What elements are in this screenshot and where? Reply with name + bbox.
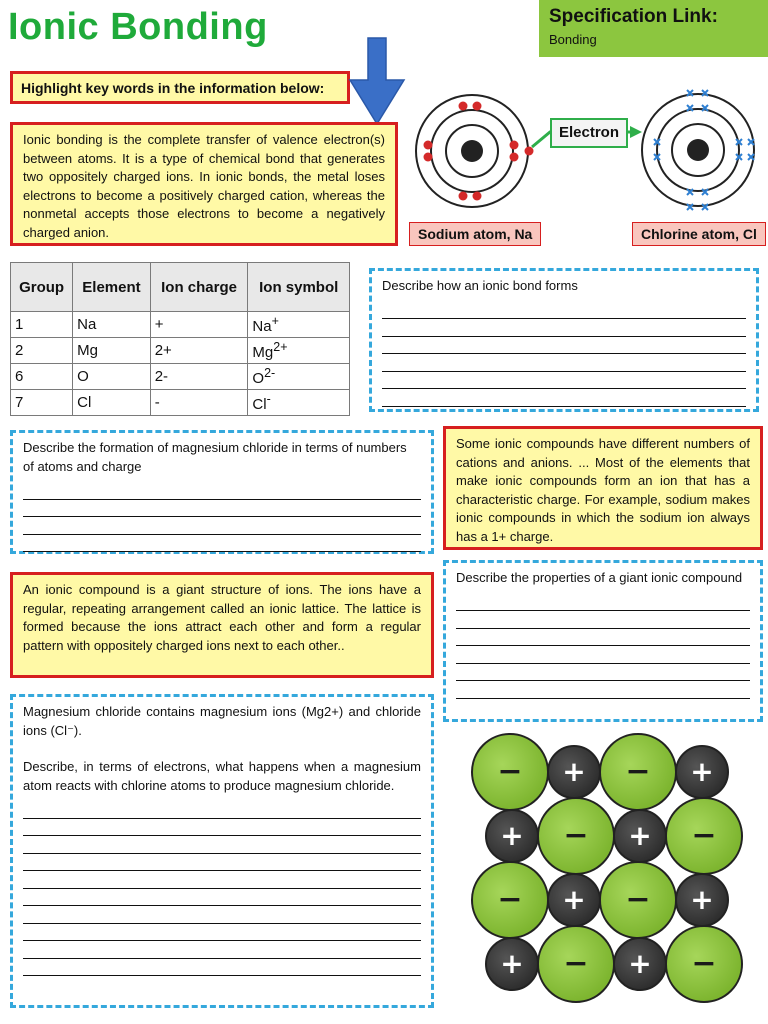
plus-sign: + xyxy=(690,755,714,788)
electron-label: Electron xyxy=(550,118,628,148)
table-cell: 2 xyxy=(11,338,73,364)
table-cell: Mg xyxy=(73,338,151,364)
minus-sign: − xyxy=(691,946,717,981)
table-cell: - xyxy=(150,390,248,416)
minus-sign: − xyxy=(691,818,717,853)
plus-sign: + xyxy=(628,819,652,852)
table-cell: 1 xyxy=(11,312,73,338)
minus-sign: − xyxy=(563,946,589,981)
specification-link-heading: Specification Link: xyxy=(549,6,718,27)
answer-lines[interactable] xyxy=(456,594,750,699)
sodium-atom-diagram xyxy=(410,92,536,218)
ion-charge-superscript: 2+ xyxy=(273,340,288,354)
chlorine-atom-label: Chlorine atom, Cl xyxy=(632,222,766,246)
question-magnesium-chloride-formation-box xyxy=(10,430,434,554)
minus-sign: − xyxy=(563,818,589,853)
ionic-lattice-info-box: An ionic compound is a giant structure of ions. The ions have a regular, repeating arrangement called an ionic lattice. The lattice is formed because the ions attract each other and form a regular pattern with oppositely charged ions next to each other.. xyxy=(10,572,434,678)
question-ionic-bond-box xyxy=(369,268,759,412)
table-row xyxy=(11,338,350,364)
table-cell xyxy=(248,312,350,338)
table-header-row xyxy=(11,263,350,312)
table-row xyxy=(11,390,350,416)
ion-symbol: Mg xyxy=(252,344,274,361)
minus-sign: − xyxy=(497,754,523,789)
ionic-lattice-diagram xyxy=(470,732,750,1012)
plus-sign: + xyxy=(562,755,586,788)
ion-charge-table xyxy=(10,262,350,416)
specification-link-topic: Bonding xyxy=(549,32,597,47)
answer-lines[interactable] xyxy=(23,482,421,552)
table-row xyxy=(11,312,350,338)
ion-charge-superscript: 2- xyxy=(264,366,276,380)
page-title: Ionic Bonding xyxy=(8,6,268,48)
ion-symbol: Na xyxy=(252,318,272,335)
sodium-atom-label: Sodium atom, Na xyxy=(409,222,541,246)
table-cell: Na xyxy=(73,312,151,338)
minus-sign: − xyxy=(625,882,651,917)
ion-charge-info-box: Some ionic compounds have different numbers of cations and anions. ... Most of the elements that make ionic compounds form an ion that has a characteristic charge. For example, sodium makes ionic compounds in which the sodium ion always has a 1+ charge. xyxy=(443,426,763,550)
table-row xyxy=(11,364,350,390)
question-magnesium-chloride-formation: Describe the formation of magnesium chloride in terms of numbers of atoms and charge xyxy=(23,440,407,474)
table-header: Group xyxy=(11,263,73,312)
ion-charge-superscript: + xyxy=(271,314,279,328)
question-giant-ionic-properties-box xyxy=(443,560,763,722)
highlight-instruction: Highlight key words in the information below: xyxy=(10,71,350,104)
table-cell xyxy=(248,390,350,416)
table-cell: O xyxy=(73,364,151,390)
specification-link-box xyxy=(539,0,768,57)
answer-lines[interactable] xyxy=(382,302,746,407)
plus-sign: + xyxy=(562,883,586,916)
ion-symbol: Cl xyxy=(252,396,267,413)
table-header: Ion symbol xyxy=(248,263,350,312)
table-cell: + xyxy=(150,312,248,338)
table-header: Ion charge xyxy=(150,263,248,312)
ion-charge-superscript: - xyxy=(266,392,271,406)
table-cell xyxy=(248,338,350,364)
question-giant-ionic-properties: Describe the properties of a giant ionic compound xyxy=(456,570,743,585)
down-arrow-icon xyxy=(338,36,408,128)
ionic-bonding-info-box: Ionic bonding is the complete transfer of valence electron(s) between atoms. It is a type of chemical bond that generates two oppositely charged ions. In ionic bonds, the metal loses electrons to become a positively charged cation, whereas the nonmetal accepts those electrons to become a negatively charged anion. xyxy=(10,122,398,246)
minus-sign: − xyxy=(625,754,651,789)
answer-lines[interactable] xyxy=(23,801,421,976)
question-ionic-bond: Describe how an ionic bond forms xyxy=(382,278,578,293)
ion-symbol: O xyxy=(252,370,265,387)
magnesium-chloride-ions-intro: Magnesium chloride contains magnesium ions (Mg2+) and chloride ions (Cl⁻). xyxy=(23,704,421,738)
table-cell: 6 xyxy=(11,364,73,390)
table-header: Element xyxy=(73,263,151,312)
question-magnesium-reaction-box xyxy=(10,694,434,1008)
plus-sign: + xyxy=(500,947,524,980)
table-cell: 7 xyxy=(11,390,73,416)
table-cell: 2+ xyxy=(150,338,248,364)
table-cell: Cl xyxy=(73,390,151,416)
plus-sign: + xyxy=(628,947,652,980)
plus-sign: + xyxy=(690,883,714,916)
table-cell xyxy=(248,364,350,390)
chlorine-atom-diagram xyxy=(636,88,762,214)
table-cell: 2- xyxy=(150,364,248,390)
question-magnesium-reaction: Describe, in terms of electrons, what happens when a magnesium atom reacts with chlorine atoms to produce magnesium chloride. xyxy=(23,759,421,793)
minus-sign: − xyxy=(497,882,523,917)
plus-sign: + xyxy=(500,819,524,852)
